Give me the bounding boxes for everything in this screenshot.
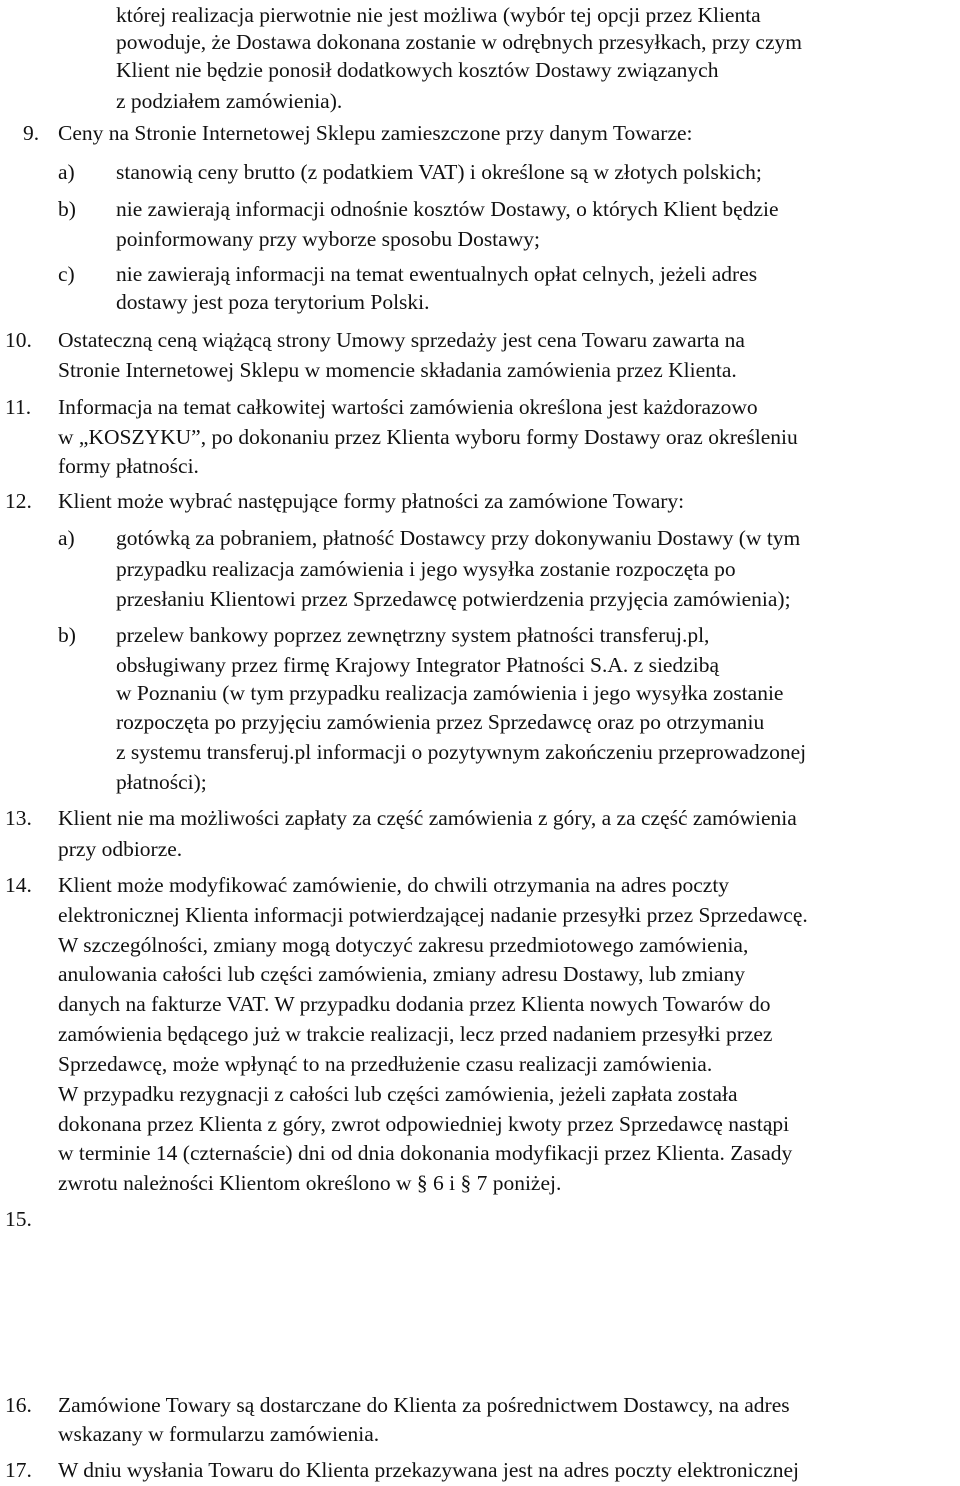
text-line: nie zawierają informacji na temat ewentualnych opłat celnych, jeżeli adres — [116, 262, 758, 286]
text-line: z systemu transferuj.pl informacji o pozytywnym zakończeniu przeprowadzonej — [116, 740, 807, 764]
text-line: Sprzedawcę, może wpłynąć to na przedłużenie czasu realizacji zamówienia. — [58, 1052, 713, 1076]
text-line: danych na fakturze VAT. W przypadku dodania przez Klienta nowych Towarów do — [58, 992, 771, 1016]
text-line: rozpoczęta po przyjęciu zamówienia przez Sprzedawcę oraz po otrzymaniu — [116, 710, 765, 734]
text-line: dokonana przez Klienta z góry, zwrot odpowiedniej kwoty przez Sprzedawcę nastąpi — [58, 1112, 790, 1136]
text-line: dostawy jest poza terytorium Polski. — [116, 290, 430, 314]
text-line: obsługiwany przez firmę Krajowy Integrator Płatności S.A. z siedzibą — [116, 653, 720, 677]
item-number: 17. — [5, 1458, 32, 1482]
text-line: przypadku realizacja zamówienia i jego wysyłka zostanie rozpoczęta po — [116, 557, 736, 581]
subitem-label: c) — [58, 262, 75, 286]
item-number: 15. — [5, 1207, 32, 1231]
item-number: 12. — [5, 489, 32, 513]
text-line: powoduje, że Dostawa dokonana zostanie w odrębnych przesyłkach, przy czym — [116, 30, 802, 54]
subitem-label: b) — [58, 197, 76, 221]
item-number: 14. — [5, 873, 32, 897]
item-number: 10. — [5, 328, 32, 352]
text-line: w „KOSZYKU”, po dokonaniu przez Klienta wyboru formy Dostawy oraz określeniu — [58, 425, 798, 449]
subitem-label: b) — [58, 623, 76, 647]
subitem-label: a) — [58, 526, 75, 550]
text-line: W dniu wysłania Towaru do Klienta przekazywana jest na adres poczty elektronicznej — [58, 1458, 799, 1482]
text-line: formy płatności. — [58, 454, 199, 478]
text-line: płatności); — [116, 770, 207, 794]
text-line: przesłaniu Klientowi przez Sprzedawcę potwierdzenia przyjęcia zamówienia); — [116, 587, 791, 611]
text-line: przelew bankowy poprzez zewnętrzny system płatności transferuj.pl, — [116, 623, 710, 647]
text-line: gotówką za pobraniem, płatność Dostawcy przy dokonywaniu Dostawy (w tym — [116, 526, 801, 550]
text-line: Klient może wybrać następujące formy płatności za zamówione Towary: — [58, 489, 685, 513]
text-line: W przypadku rezygnacji z całości lub części zamówienia, jeżeli zapłata została — [58, 1082, 738, 1106]
text-line: Klient nie ma możliwości zapłaty za część zamówienia z góry, a za część zamówienia — [58, 806, 797, 830]
text-line: Ostateczną ceną wiążącą strony Umowy sprzedaży jest cena Towaru zawarta na — [58, 328, 745, 352]
text-line: wskazany w formularzu zamówienia. — [58, 1422, 380, 1446]
text-line: z podziałem zamówienia). — [116, 89, 343, 113]
text-line: przy odbiorze. — [58, 837, 183, 861]
text-line: poinformowany przy wyborze sposobu Dostawy; — [116, 227, 540, 251]
text-line: której realizacja pierwotnie nie jest możliwa (wybór tej opcji przez Klienta — [116, 3, 761, 27]
text-line: w terminie 14 (czternaście) dni od dnia dokonania modyfikacji przez Klienta. Zasady — [58, 1141, 793, 1165]
text-line: nie zawierają informacji odnośnie kosztów Dostawy, o których Klient będzie — [116, 197, 779, 221]
item-number: 9. — [23, 121, 40, 145]
text-line: Klient nie będzie ponosił dodatkowych kosztów Dostawy związanych — [116, 58, 719, 82]
text-line: stanowią ceny brutto (z podatkiem VAT) i określone są w złotych polskich; — [116, 160, 762, 184]
item-number: 16. — [5, 1393, 32, 1417]
text-line: Ceny na Stronie Internetowej Sklepu zamieszczone przy danym Towarze: — [58, 121, 693, 145]
text-line: Klient może modyfikować zamówienie, do chwili otrzymania na adres poczty — [58, 873, 730, 897]
text-line: elektronicznej Klienta informacji potwierdzającej nadanie przesyłki przez Sprzedawcę. — [58, 903, 808, 927]
subitem-label: a) — [58, 160, 75, 184]
text-line: Informacja na temat całkowitej wartości zamówienia określona jest każdorazowo — [58, 395, 758, 419]
text-line: W szczególności, zmiany mogą dotyczyć zakresu przedmiotowego zamówienia, — [58, 933, 749, 957]
text-line: zamówienia będącego już w trakcie realizacji, lecz przed nadaniem przesyłki przez — [58, 1022, 773, 1046]
text-line: zwrotu należności Klientom określono w § 6 i § 7 poniżej. — [58, 1171, 562, 1195]
text-line: Stronie Internetowej Sklepu w momencie składania zamówienia przez Klienta. — [58, 358, 737, 382]
text-line: w Poznaniu (w tym przypadku realizacja zamówienia i jego wysyłka zostanie — [116, 681, 784, 705]
text-line: Zamówione Towary są dostarczane do Klienta za pośrednictwem Dostawcy, na adres — [58, 1393, 790, 1417]
text-line: anulowania całości lub części zamówienia, zmiany adresu Dostawy, lub zmiany — [58, 962, 745, 986]
item-number: 11. — [5, 395, 32, 419]
item-number: 13. — [5, 806, 32, 830]
